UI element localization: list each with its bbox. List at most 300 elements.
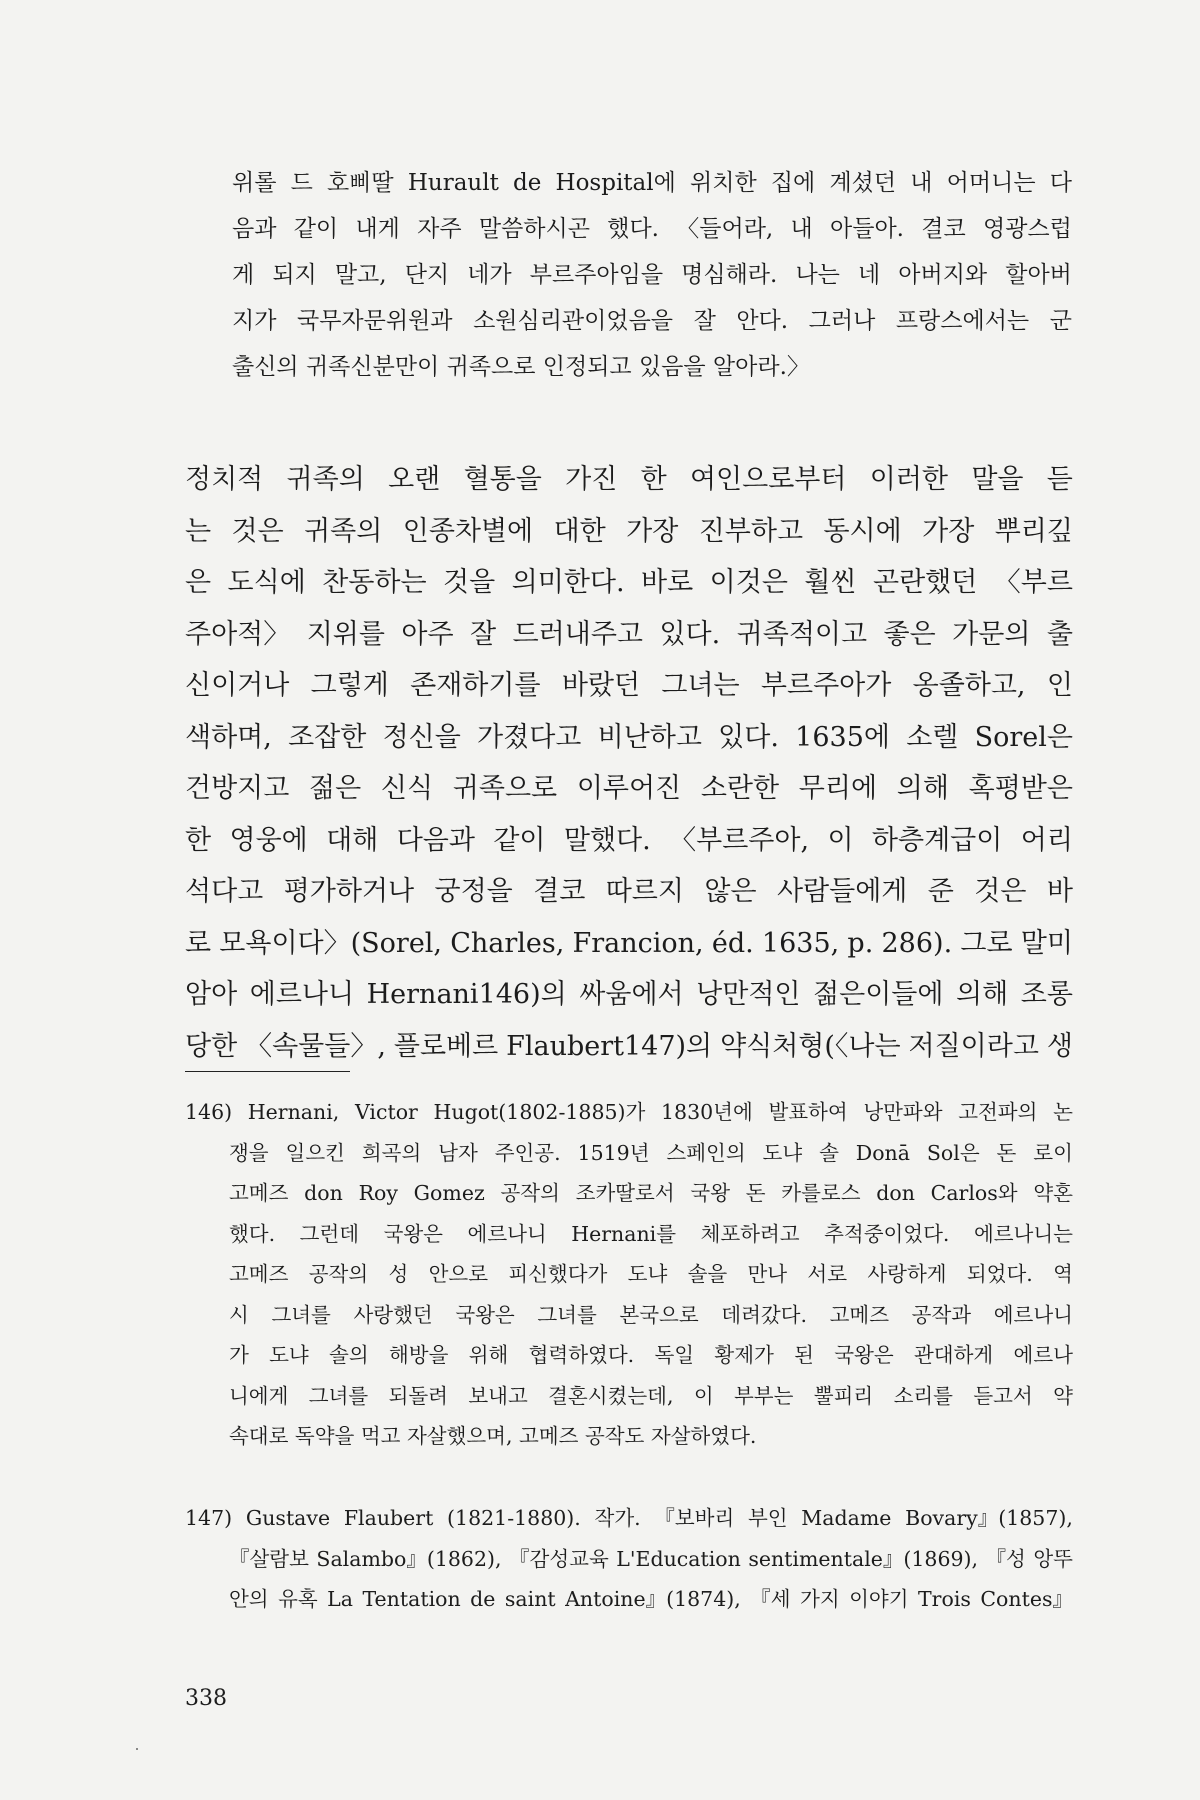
word: 어리 — [1020, 824, 1073, 856]
word: 에르나 — [1013, 1343, 1073, 1367]
word: 그녀를 — [308, 1383, 369, 1408]
word: 피신했다가 — [508, 1262, 608, 1286]
word: Hospital에 — [555, 170, 676, 196]
word: 영광스럽 — [983, 216, 1072, 242]
word: 할아버 — [1005, 262, 1072, 288]
word: 했다. — [229, 1221, 276, 1246]
body-line — [185, 918, 1073, 970]
footnote-line — [185, 1092, 1073, 1133]
quote-line — [232, 252, 1072, 298]
word: 도냐 — [627, 1262, 668, 1286]
word: 발표하여 — [768, 1100, 848, 1124]
word: 혈통을 — [463, 464, 542, 495]
word: 의해 — [956, 979, 1009, 1010]
word: 말고, — [334, 262, 387, 288]
word: 나는 — [795, 262, 840, 288]
quote-line — [232, 298, 1072, 344]
word: 안의 — [229, 1587, 269, 1611]
footnote-line — [185, 1539, 1073, 1580]
word: 그로 — [960, 927, 1013, 959]
word: 듣 — [1046, 464, 1073, 495]
word: 되지 — [272, 262, 317, 288]
word: 그러나 — [808, 308, 876, 334]
word: 〈들어라, — [676, 216, 774, 242]
word: 안다. — [736, 308, 789, 334]
word: 공작의 — [308, 1262, 369, 1286]
word: 조롱 — [1020, 979, 1073, 1010]
word: 사랑했던 — [353, 1302, 433, 1327]
word: 〈부르주아, — [669, 824, 810, 856]
word: 돈 — [996, 1140, 1017, 1165]
word: 명심해라. — [681, 262, 778, 288]
word: Tentation — [362, 1587, 461, 1611]
word: 뿌리깊 — [994, 515, 1073, 547]
word: 젊은 — [309, 773, 362, 804]
word: 해방을 — [388, 1343, 449, 1367]
word: 암아 — [185, 979, 238, 1010]
word: 로 — [185, 927, 212, 959]
word: 약 — [1053, 1383, 1073, 1408]
word: Flaubert — [343, 1506, 434, 1530]
word: 은 — [185, 567, 212, 598]
word: Trois — [918, 1587, 971, 1611]
word: 앙뚜 — [1033, 1546, 1073, 1571]
word: 대한 — [553, 515, 606, 547]
word: 에르나니 — [467, 1221, 547, 1246]
word: 국무자문위원과 — [296, 308, 453, 334]
word: saint — [504, 1587, 556, 1611]
word: 낭만파와 — [863, 1100, 943, 1124]
word: Sol은 — [926, 1140, 980, 1165]
word: 의해 — [896, 773, 949, 804]
body-line — [185, 506, 1073, 558]
block-quote — [232, 160, 1072, 390]
word: 바 — [1046, 876, 1073, 907]
word: 것은 — [974, 876, 1027, 907]
word: 고메즈 — [229, 1262, 289, 1286]
word: 정치적 — [185, 464, 264, 495]
word: 인종차별에 — [402, 515, 534, 547]
word: 동시에 — [823, 515, 902, 547]
footnote-line — [185, 1254, 1073, 1295]
word: La — [327, 1587, 353, 1611]
word: 그녀는 — [661, 670, 740, 701]
word: 보내고 — [468, 1383, 528, 1408]
word: 소리를 — [893, 1383, 953, 1408]
body-line — [185, 866, 1073, 918]
word: 한 — [185, 824, 212, 856]
quote-line — [232, 160, 1072, 206]
word: 석다고 — [185, 876, 264, 907]
word: 국왕은 — [834, 1343, 894, 1367]
word: 146) — [185, 1100, 233, 1124]
footnote-divider — [185, 1071, 350, 1072]
word: 싸움에서 — [579, 979, 684, 1010]
footnote-line — [185, 1133, 1073, 1174]
page-number: 338 — [185, 1686, 227, 1711]
word: 가졌다고 — [477, 721, 582, 753]
word: 국왕 — [690, 1181, 730, 1205]
word: 신이거나 — [185, 670, 290, 701]
word: 한 — [640, 464, 667, 495]
footnote-147 — [185, 1498, 1073, 1620]
word: 자주 — [417, 216, 462, 242]
word: 결코 — [533, 876, 586, 907]
word: 147) — [185, 1506, 233, 1530]
word: 1519년 — [577, 1140, 650, 1165]
word: 된 — [794, 1343, 814, 1367]
word: 이야기 — [849, 1587, 909, 1611]
footnote-line — [185, 1214, 1073, 1255]
word: 혹평받은 — [968, 773, 1073, 804]
word: 에르나니 — [249, 979, 355, 1010]
word: 진부하고 — [698, 515, 804, 547]
word: 에르나니는 — [973, 1221, 1073, 1246]
word: Charles, — [450, 927, 565, 959]
footnote-line: 속대로 독약을 먹고 자살했으며, 고메즈 공작도 자살하였다. — [229, 1424, 757, 1448]
word: 게 — [232, 262, 255, 288]
word: 국왕은 — [455, 1302, 515, 1327]
word: 잘 — [470, 618, 497, 650]
word: 것은 — [231, 515, 284, 547]
word: 어머니는 — [946, 170, 1036, 196]
word: 소원심리관이었음을 — [473, 308, 674, 334]
word: 준 — [927, 876, 954, 907]
word: 부부는 — [734, 1383, 794, 1408]
word: 생 — [1046, 1030, 1073, 1062]
word: 말을 — [971, 464, 1024, 495]
word: Salambo』(1862), — [316, 1546, 502, 1571]
word: 일으킨 — [285, 1140, 345, 1165]
word: Hugot(1802-1885)가 — [433, 1100, 646, 1124]
word: 훨씬 — [804, 567, 857, 598]
word: 않은 — [704, 876, 757, 907]
word: 가지 — [800, 1587, 840, 1611]
body-line — [185, 557, 1073, 609]
word: 『살람보 — [229, 1546, 309, 1571]
word: 옹졸하고, — [912, 670, 1026, 701]
word: 협력하였다. — [528, 1343, 635, 1367]
word: Flaubert147)의 — [506, 1030, 713, 1062]
word: 듣고서 — [973, 1383, 1033, 1408]
word: Gustave — [245, 1506, 331, 1530]
word: Hernani를 — [571, 1221, 677, 1246]
word: 아버지와 — [898, 262, 988, 288]
word: 뿔피리 — [813, 1383, 874, 1408]
footnote-line — [185, 1335, 1073, 1376]
word: Victor — [354, 1100, 418, 1124]
word: 에르나니 — [993, 1302, 1073, 1327]
body-line — [185, 660, 1073, 712]
footnote-line — [185, 1295, 1073, 1336]
word: 돈 — [745, 1181, 766, 1205]
word: 같이 — [293, 216, 339, 242]
word: de — [513, 170, 542, 196]
word: 그녀를 — [537, 1302, 597, 1327]
word: 데려갔다. — [721, 1302, 807, 1327]
word: 쟁을 — [229, 1140, 269, 1165]
word: 『보바리 — [654, 1506, 735, 1530]
word: 도냐 — [762, 1140, 803, 1165]
footnote-line — [185, 1173, 1073, 1214]
footnote-line — [185, 1376, 1073, 1417]
word: 주인공. — [494, 1140, 561, 1165]
word: 저질이라고 — [908, 1030, 1039, 1062]
body-line — [185, 969, 1073, 1021]
word: 유혹 — [278, 1587, 318, 1611]
word: Bovary』(1857), — [905, 1506, 1073, 1530]
word: 1635, — [761, 927, 840, 959]
word: 것을 — [443, 567, 496, 598]
word: 그녀를 — [271, 1302, 331, 1327]
word: 드러내주고 — [512, 618, 643, 650]
word: 1830년에 — [661, 1100, 753, 1124]
word: 이 — [693, 1383, 714, 1408]
word: 솔의 — [329, 1343, 369, 1367]
word: 가문의 — [952, 618, 1031, 650]
word: 로이 — [1033, 1140, 1073, 1165]
word: 군 — [1049, 308, 1072, 334]
word: 의미한다. — [511, 567, 625, 598]
word: 독일 — [654, 1343, 695, 1367]
word: 본국으로 — [619, 1302, 699, 1327]
word: Hurault — [407, 170, 499, 196]
word: 집에 — [770, 170, 816, 196]
word: 카를로스 — [781, 1181, 861, 1205]
word: de — [470, 1587, 496, 1611]
word: 비난하고 — [597, 721, 702, 753]
word: 되었다. — [966, 1262, 1033, 1286]
word: 논 — [1053, 1100, 1073, 1124]
word: 솔을 — [687, 1262, 728, 1286]
word: 고전파의 — [958, 1100, 1038, 1124]
body-line — [185, 712, 1073, 764]
word: 다 — [1049, 170, 1072, 196]
word: 단지 — [404, 262, 450, 288]
word: 가 — [229, 1343, 249, 1367]
footnote-line — [185, 1498, 1073, 1539]
word: 조잡한 — [288, 721, 367, 753]
word: 약혼 — [1033, 1181, 1073, 1205]
word: 그런데 — [299, 1221, 360, 1246]
quote-line: 출신의 귀족신분만이 귀족으로 인정되고 있음을 알아라.〉 — [232, 354, 810, 380]
word: 내 — [790, 216, 813, 242]
word: Roy — [358, 1181, 398, 1205]
footnote-line — [185, 1579, 1073, 1620]
body-line — [185, 763, 1073, 815]
word: 국왕은 — [383, 1221, 443, 1246]
word: éd. — [711, 927, 754, 959]
word: Hernani, — [247, 1100, 340, 1124]
word: 드 — [290, 170, 313, 196]
word: 희곡의 — [361, 1140, 422, 1165]
word: 네 — [857, 262, 881, 288]
word: 다음과 — [396, 824, 475, 856]
body-line — [185, 1021, 1073, 1073]
word: Sorel은 — [974, 721, 1073, 753]
word: 추적중이었다. — [824, 1221, 950, 1246]
word: 좋은 — [883, 618, 936, 650]
word: Hernani146)의 — [366, 979, 567, 1010]
word: 바랐던 — [561, 670, 641, 701]
word: 조카딸로서 — [575, 1181, 675, 1205]
word: Contes』 — [980, 1587, 1073, 1611]
word: 존재하기를 — [410, 670, 541, 701]
word: 모욕이다〉(Sorel, — [219, 927, 443, 959]
word: 가진 — [565, 464, 618, 495]
word: 시 — [229, 1302, 249, 1327]
word: 출 — [1046, 618, 1073, 650]
word: 솔 — [819, 1140, 839, 1165]
word: 서로 — [807, 1262, 848, 1286]
word: 정신을 — [382, 721, 461, 753]
word: 했다. — [607, 216, 659, 242]
word: 약식처형(〈나는 — [720, 1030, 901, 1062]
word: 귀족적이고 — [736, 618, 868, 650]
word: 건방지고 — [185, 773, 290, 804]
word: 젊은이들에 — [813, 979, 944, 1010]
footnote-146 — [185, 1092, 1073, 1457]
word: sentimentale』(1869), — [748, 1546, 979, 1571]
word: 황제가 — [714, 1343, 774, 1367]
body-paragraph — [185, 454, 1073, 1072]
word: 고메즈 — [829, 1302, 890, 1327]
word: 도식에 — [227, 567, 306, 598]
word: 이것은 — [709, 567, 788, 598]
word: 하층계급이 — [871, 824, 1003, 856]
word: 곤란했던 — [872, 567, 978, 598]
word: 스페인의 — [666, 1140, 746, 1165]
word: 당한 — [185, 1030, 238, 1062]
word: 말씀하시곤 — [478, 216, 590, 242]
word: 이러한 — [869, 464, 949, 495]
word: 가장 — [626, 515, 679, 547]
word: 공작의 — [500, 1181, 560, 1205]
word: 같이 — [493, 824, 546, 856]
word: 〈부르 — [993, 567, 1073, 598]
word: Donā — [855, 1140, 910, 1165]
word: 위치한 — [690, 170, 757, 196]
word: 무리에 — [798, 773, 878, 804]
quote-line — [232, 206, 1072, 252]
word: 위해 — [468, 1343, 509, 1367]
word: 위롤 — [232, 170, 277, 196]
body-line — [185, 609, 1073, 661]
word: 낭만적인 — [696, 979, 801, 1010]
scan-speck — [136, 1748, 138, 1750]
word: 관대하게 — [913, 1343, 994, 1367]
word: 〈속물들〉, — [245, 1030, 386, 1062]
body-line — [185, 454, 1073, 506]
word: 이 — [827, 824, 854, 856]
word: 호삐딸 — [327, 170, 394, 196]
word: 부르주아가 — [760, 670, 892, 701]
word: 도냐 — [269, 1343, 309, 1367]
word: 대해 — [326, 824, 379, 856]
word: 따르지 — [605, 876, 684, 907]
word: 체포하려고 — [700, 1221, 800, 1246]
word: 소렐 — [906, 721, 959, 753]
word: 신식 — [380, 773, 434, 804]
word: 있다. — [718, 721, 779, 753]
word: 계셨던 — [829, 170, 897, 196]
word: 말했다. — [563, 824, 651, 856]
word: 있다. — [659, 618, 721, 650]
word: Francion, — [572, 927, 704, 959]
word: 결코 — [921, 216, 966, 242]
word: 되돌려 — [388, 1383, 448, 1408]
word: 귀족의 — [286, 464, 365, 495]
word: 고메즈 — [229, 1181, 289, 1205]
word: 잘 — [693, 308, 716, 334]
word: 는 — [185, 515, 212, 547]
word: 지위를 — [306, 618, 385, 650]
word: 귀족의 — [304, 515, 383, 547]
word: 내 — [910, 170, 933, 196]
word: 부르주아임을 — [529, 262, 664, 288]
word: 내게 — [355, 216, 400, 242]
word: Gomez — [413, 1181, 485, 1205]
word: 1635에 — [795, 721, 890, 753]
word: 성 — [388, 1262, 409, 1286]
word: (1821-1880). — [447, 1506, 581, 1530]
word: 작가. — [594, 1506, 641, 1530]
word: 그렇게 — [310, 670, 389, 701]
word: 지가 — [232, 308, 277, 334]
word: 음과 — [232, 216, 277, 242]
word: 주아적〉 — [185, 618, 291, 650]
word: 만나 — [747, 1262, 788, 1286]
word: 역 — [1053, 1262, 1073, 1286]
word: 결혼시켰는데, — [548, 1383, 674, 1408]
word: 『성 — [985, 1546, 1026, 1571]
word: 색하며, — [185, 721, 272, 753]
word: 부인 — [747, 1506, 788, 1530]
word: 플로베르 — [393, 1030, 499, 1062]
word: 프랑스에서는 — [895, 308, 1030, 334]
word: 공작과 — [911, 1302, 972, 1327]
word: 말미 — [1020, 927, 1073, 959]
word: 찬동하는 — [322, 567, 427, 598]
word: 『세 — [750, 1587, 791, 1611]
word: 평가하거나 — [283, 876, 415, 907]
word: 사랑하게 — [867, 1262, 947, 1286]
word: 『감성교육 — [509, 1546, 609, 1571]
word: don — [876, 1181, 915, 1205]
word: don — [304, 1181, 343, 1205]
word: 여인으로부터 — [689, 464, 847, 495]
word: Antoine』(1874), — [565, 1587, 741, 1611]
word: 영웅에 — [229, 824, 308, 856]
word: 네가 — [467, 262, 512, 288]
word: 궁정을 — [434, 876, 513, 907]
body-line — [185, 815, 1073, 867]
word: 오랜 — [388, 464, 441, 495]
word: 안으로 — [428, 1262, 489, 1286]
word: Madame — [801, 1506, 892, 1530]
word: 아들아. — [830, 216, 904, 242]
word: p. — [847, 927, 874, 959]
word: 귀족으로 — [452, 773, 558, 804]
word: 니에게 — [229, 1383, 289, 1408]
word: 남자 — [438, 1140, 478, 1165]
word: 아주 — [401, 618, 454, 650]
word: 바로 — [641, 567, 694, 598]
word: 소란한 — [700, 773, 780, 804]
word: 사람들에게 — [776, 876, 908, 907]
word: 286). — [881, 927, 953, 959]
word: L'Education — [616, 1546, 741, 1571]
